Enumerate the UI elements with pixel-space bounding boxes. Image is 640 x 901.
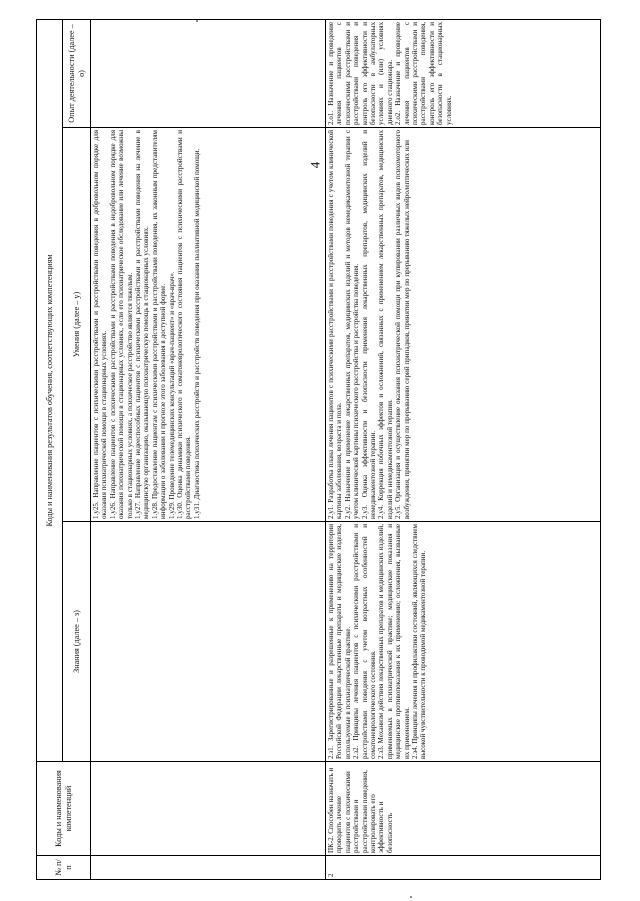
cell-experience	[326, 19, 601, 127]
table-row	[326, 19, 601, 879]
cell-num: 2	[326, 856, 601, 880]
cell-skills-2	[326, 128, 601, 522]
cell-code-empty	[91, 762, 326, 856]
skill-item: 1.у28. Предоставление пациентам с психическими расстройствами и расстройствами поведения, их законным представителям информации о заболевании и прогнозе этого заболевания в доступной форме.	[150, 130, 168, 519]
experience-item: 2.о1. Назначение и проведение лечения пациентов с психическими расстройствами и расстройствами поведения и контроль его эффективности и безопасности в амбулаторных условиях и (или) условиях дневного стационара.	[327, 21, 394, 125]
header-num: № п/п	[37, 856, 91, 880]
knowledge-item: 2.з4. Принципы лечения и профилактики состояний, являющихся следствием высокой чувствительности к проводимой медикаментозной терапии.	[411, 524, 428, 759]
cell-knowledge-empty	[91, 522, 326, 762]
header-experience: Опыт деятельности (далее – о)	[63, 19, 91, 127]
skill-item: 1.у25. Направление пациентов с психическими расстройствами и расстройствами поведения в добровольном порядке для оказания психиатрической помощи в стационарных условиях.	[92, 130, 109, 519]
skill-item: 1.у31. Диагностика психических расстройств и расстройств поведения при оказании паллиативной медицинской помощи.	[192, 148, 201, 519]
skill-item: 1.у30. Оценка динамики психического и соматоневрологического состояния пациентов с психическими расстройствами и расстройствами поведения.	[176, 130, 193, 519]
skill-item: 2.у5. Организация и осуществление оказания психиатрической помощи при купировании различных видов психомоторного возбуждения, принятии мер по прерыванию серий припадков, принятии мер по прерыванию тяжелых нейролептических или	[394, 130, 411, 519]
cell-knowledge	[326, 522, 601, 762]
cell-experience-empty	[91, 19, 326, 127]
experience-item: 2.о2. Назначение и проведение лечения пациентов с психическими расстройствами и расстройствами поведения, контроль его эффективности и безопасности в стационарных условиях.	[394, 21, 453, 125]
knowledge-item: 2.з2. Принципы лечения пациентов с психическими расстройствами и расстройствами поведения с учетом возрастных особенностей и соматоневрологического состояния.	[352, 524, 378, 759]
cell-num-empty	[91, 856, 326, 880]
cell-competency-code: ПК-2. Способен назначать и проводить лечение пациентов с психическими расстройствами и расстройствами поведения, контролировать его эффективность и безопасность	[326, 762, 601, 856]
header-group-title: Коды и наименования результатов обучения, соответствующих компетенциям	[37, 19, 63, 761]
cell-skills-1	[91, 128, 326, 522]
skill-item: 2.у3. Оценка эффективности и безопасности применения лекарственных препаратов, медицинских изделий и немедикаментозной терапии.	[360, 130, 378, 519]
page-number: 4	[307, 161, 323, 169]
skill-item: 2.у4. Коррекция побочных эффектов и осложнений, связанных с применением лекарственных препаратов, медицинских изделий и немедикаментозной терапии.	[377, 130, 394, 519]
header-skills: Умения (далее – у)	[63, 128, 91, 522]
rotated-table-container	[36, 20, 601, 880]
skill-item: 2.у2. Назначение и применение лекарственных препаратов, медицинских изделий и методов немедикаментозной терапии с учетом клинической картины психического расстройства и расстройства поведения.	[343, 130, 361, 519]
skill-item: 1.у27. Направление недееспособных пациентов с психическими расстройствами и расстройствами поведения на лечение в медицинскую организацию, оказывающую психиатрическую помощь в стационарных условиях.	[134, 130, 151, 519]
skill-item: 1.у29. Проведение телемедицинских консультаций «врач-пациент» и «врач-врач».	[167, 271, 176, 519]
header-knowledge: Знания (далее – з)	[63, 522, 91, 762]
table-row	[91, 19, 326, 879]
header-code: Коды и наименования компетенций	[37, 762, 91, 856]
skill-item: 1.у26. Направление пациентов с психическими расстройствами и расстройствами поведения в недобровольном порядке для оказания психиатрической помощи в стационарных условиях, если его психиатрическое обследование или лечение возможны только в стационарных условиях, а психическое расстройство является тяжелым.	[108, 130, 134, 519]
scan-speck	[196, 20, 198, 22]
knowledge-item: 2.з1. Зарегистрированные и разрешенные к применению на территории Российской Федерации лекарственные препараты и медицинские изделия, используемые в психиатрической практике.	[327, 524, 352, 759]
competency-table	[36, 19, 601, 880]
knowledge-item: 2.з3. Механизм действия лекарственных препаратов и медицинских изделий, применяемых в психиатрической практике; медицинские показания и медицинские противопоказания к их применению; осложнения, вызванные их применением.	[377, 524, 411, 759]
scan-speck	[410, 896, 412, 898]
skill-item: 2.у1. Разработка плана лечения пациентов с психическими расстройствами и расстройствами поведения с учетом клинической картины заболевания, возраста и пола.	[327, 130, 344, 519]
